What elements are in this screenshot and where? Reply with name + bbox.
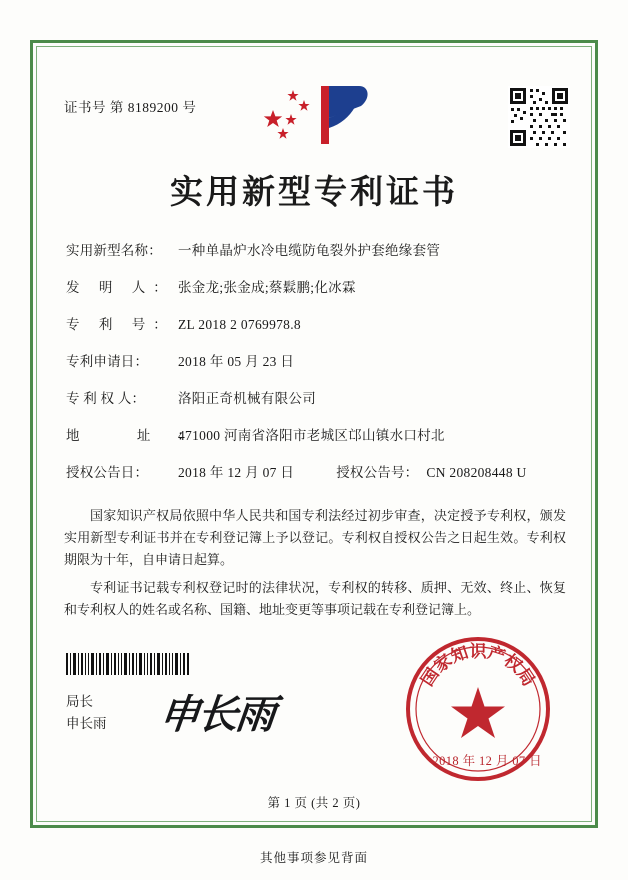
- page-number: 第 1 页 (共 2 页): [267, 796, 361, 810]
- seal-date: 2018 年 12 月 07 日: [432, 754, 542, 768]
- cnipa-emblem-icon: [263, 84, 373, 146]
- field-value: 张金龙;张金成;蔡鬏鹏;化冰霖: [178, 280, 356, 295]
- field-value: 2018 年 12 月 07 日: [178, 465, 295, 480]
- certificate-number: 证书号 第 8189200 号: [64, 100, 197, 115]
- field-row-invention-name: [66, 239, 580, 259]
- field-value: 471000 河南省洛阳市老城区邙山镇水口村北: [178, 428, 445, 443]
- handwritten-signature: 申长雨: [157, 691, 277, 738]
- field-label: 发 明 人：: [66, 280, 175, 295]
- signatory-title: 局长: [66, 694, 93, 709]
- field-row-patent-number: [66, 313, 580, 333]
- field-label: 专 利 权 人：: [66, 391, 146, 406]
- field-value: ZL 2018 2 0769978.8: [178, 317, 301, 332]
- field-label: 授权公告日：: [66, 465, 149, 480]
- field-value: 一种单晶炉水冷电缆防龟裂外护套绝缘套管: [178, 243, 441, 258]
- field-row-application-date: [66, 350, 580, 370]
- field-row-grant-announcement: [66, 461, 580, 481]
- barcode-icon: [66, 653, 190, 675]
- field-row-inventors: [66, 276, 580, 296]
- field-label-secondary: 授权公告号：: [336, 465, 419, 480]
- certificate-header: [48, 58, 580, 144]
- field-row-patentee: [66, 387, 580, 407]
- qr-code-icon: [508, 86, 570, 148]
- field-value-secondary: CN 208208448 U: [426, 465, 527, 480]
- legal-paragraph-1: 国家知识产权局依照中华人民共和国专利法经过初步审查，决定授予专利权，颁发实用新型专利证书并在专利登记簿上予以登记。专利权自授权公告之日起生效。专利权期限为十年，自申请日起算。: [64, 508, 566, 567]
- signatory-labels: [66, 691, 107, 735]
- legal-paragraph-2: 专利证书记载专利权登记时的法律状况，专利权的转移、质押、无效、终止、恢复和专利权人的姓名或名称、国籍、地址变更等事项记载在专利登记簿上。: [64, 580, 566, 617]
- field-row-address: [66, 424, 580, 444]
- page-title: 实用新型专利证书: [170, 172, 458, 211]
- field-value: 洛阳正奇机械有限公司: [178, 391, 316, 406]
- field-label: 专利申请日：: [66, 354, 149, 369]
- field-value: 2018 年 05 月 23 日: [178, 354, 295, 369]
- field-list: [66, 239, 580, 481]
- svg-text:国家知识产权局: 国家知识产权局: [417, 642, 539, 690]
- legal-text: [64, 505, 566, 621]
- signatory-name: 申长雨: [66, 716, 107, 731]
- field-label: 地 址：: [66, 428, 218, 443]
- field-label: 实用新型名称：: [66, 243, 162, 258]
- back-side-note: 其他事项参见背面: [259, 851, 368, 865]
- signature-and-seal-area: [48, 639, 580, 789]
- certificate-content: [48, 58, 580, 811]
- field-label: 专 利 号：: [66, 317, 175, 332]
